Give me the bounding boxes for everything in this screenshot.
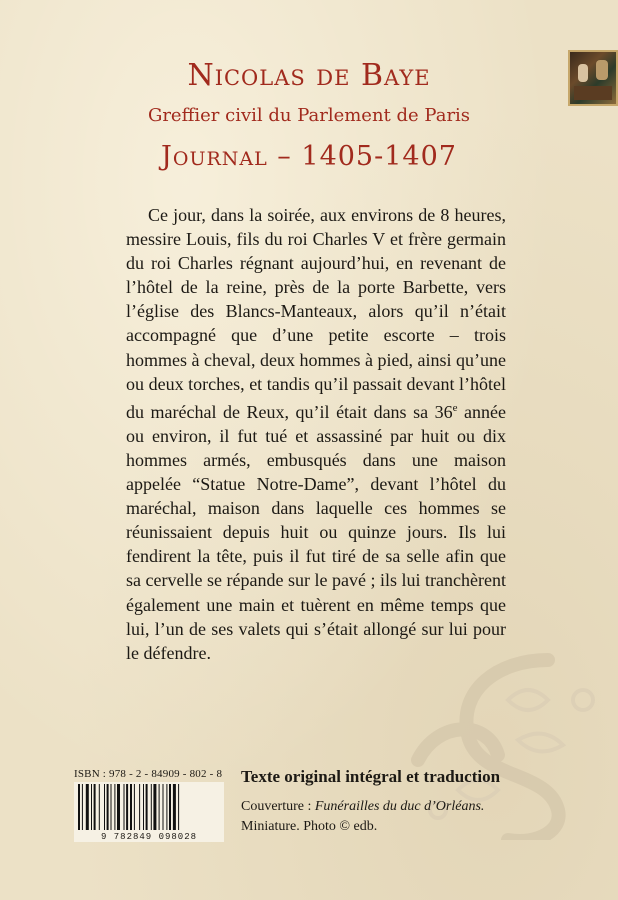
barcode: [74, 782, 224, 842]
excerpt-part-2: année ou environ, il fut tué et assassiné par huit ou dix hommes armés, embusqués dans une maison appelée “Statue Notre-Dame”, devant l’hôtel du maréchal, maison dans laquelle ces hommes se réunissaient depuis huit ou quinze jours. Ils lui fendirent la tête, puis il fut tiré de sa selle afin que sa cervelle se répande sur le pavé ; ils lui tranchèrent également une main et tuèrent en même temps que lui, l’un de ses valets qui s’était allongé sur lui pour le défendre.: [126, 401, 507, 663]
edition-note: Texte original intégral et traduction: [241, 767, 501, 786]
credit-line-2: Miniature. Photo © edb.: [241, 819, 378, 834]
cover-credit: [241, 797, 541, 837]
barcode-bars: [74, 782, 224, 832]
excerpt-text: [126, 203, 506, 665]
credit-line-1: [241, 797, 541, 817]
excerpt-part-1: Ce jour, dans la soirée, aux environs de 8 heures, messire Louis, fils du roi Charles V et frère germain du roi Charles régnant aujourd’hui, en revenant de l’hôtel de la reine, près de la porte Barbette, vers l’église des Blancs-Manteaux, alors qu’il n’était accompagné que d’une petite escorte – trois hommes à cheval, deux hommes à pied, ainsi qu’une ou deux torches, et tandis qu’il passait devant l’hôtel du maréchal de Reux, qu’il était dans sa 36: [126, 205, 506, 422]
ordinal-superscript: e: [452, 401, 458, 414]
author-name: Nicolas de Baye: [187, 58, 431, 93]
isbn-number: ISBN : 978 - 2 - 84909 - 802 - 8: [74, 768, 223, 780]
credit-label: Couverture :: [241, 799, 315, 814]
book-title: Journal – 1405-1407: [161, 141, 457, 172]
barcode-digits: 9 782849 098028: [74, 832, 224, 842]
credit-title: Funérailles du duc d’Orléans.: [314, 799, 485, 814]
author-role: Greffier civil du Parlement de Paris: [147, 105, 471, 126]
